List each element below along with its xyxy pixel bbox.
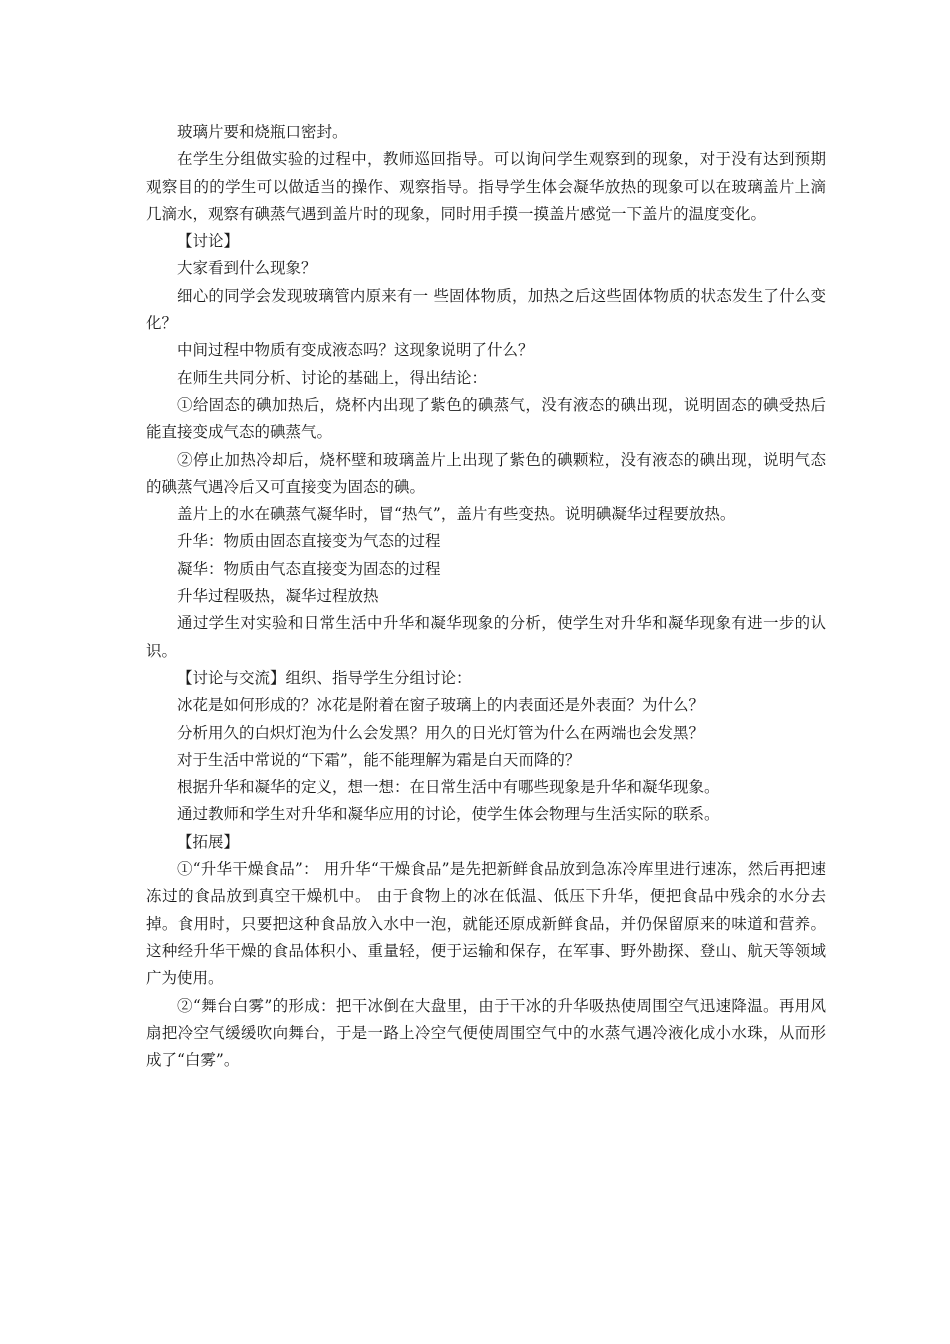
extension-stage-fog: ②“舞台白雾”的形成：把干冰倒在大盘里，由于干冰的升华吸热使周围空气迅速降温。再用风扇把冷空气缓缓吹向舞台，于是一路上冷空气便使周围空气中的水蒸气遇冷液化成小水珠，从而形成了“白雾”。	[146, 996, 826, 1070]
paragraph-teacher-guidance: 在学生分组做实验的过程中，教师巡回指导。可以询问学生观察到的现象，对于没有达到预期观察目的的学生可以做适当的操作、观察指导。指导学生体会凝华放热的现象可以在玻璃盖片上滴几滴水，观察有碘蒸气遇到盖片时的现象，同时用手摸一摸盖片感觉一下盖片的温度变化。	[146, 150, 826, 223]
question-liquid: 中间过程中物质有变成液态吗？这现象说明了什么？	[177, 341, 534, 360]
conclusion-item-1: ①给固态的碘加热后，烧杯内出现了紫色的碘蒸气，没有液态的碘出现，说明固态的碘受热后能直接变成气态的碘蒸气。	[146, 395, 826, 442]
question-frost: 对于生活中常说的“下霜”，能不能理解为霜是白天而降的？	[177, 750, 581, 769]
question-state-change: 细心的同学会发现玻璃管内原来有一 些固体物质，加热之后这些固体物质的状态发生了什么变化？	[146, 286, 826, 333]
paragraph-application-goal: 通过教师和学生对升华和凝华应用的讨论，使学生体会物理与生活实际的联系。	[177, 805, 720, 824]
conclusion-item-2: ②停止加热冷却后，烧杯壁和玻璃盖片上出现了紫色的碘颗粒，没有液态的碘出现，说明气态的碘蒸气遇冷后又可直接变为固态的碘。	[146, 450, 826, 496]
paragraph-analysis-goal: 通过学生对实验和日常生活中升华和凝华现象的分析，使学生对升华和凝华现象有进一步的认识。	[146, 614, 826, 660]
question-bulb: 分析用久的白炽灯泡为什么会发黑？用久的日光灯管为什么在两端也会发黑？	[177, 723, 705, 742]
definition-sublimation: 升华：物质由固态直接变为气态的过程	[177, 532, 441, 551]
definition-deposition: 凝华：物质由气态直接变为固态的过程	[177, 559, 441, 578]
question-daily-life: 根据升华和凝华的定义，想一想：在日常生活中有哪些现象是升华和凝华现象。	[177, 778, 720, 797]
paragraph-heat-summary: 升华过程吸热，凝华过程放热	[177, 587, 379, 606]
question-phenomenon: 大家看到什么现象？	[177, 259, 317, 278]
question-ice-flower: 冰花是如何形成的？冰花是附着在窗子玻璃上的内表面还是外表面？为什么？	[177, 696, 705, 715]
heading-extension: 【拓展】	[177, 832, 240, 851]
heading-discussion-exchange: 【讨论与交流】组织、指导学生分组讨论：	[177, 668, 472, 687]
paragraph-conclusion-intro: 在师生共同分析、讨论的基础上，得出结论：	[177, 368, 488, 387]
document-body	[146, 119, 826, 1074]
heading-discussion: 【讨论】	[177, 232, 240, 251]
paragraph-heat-release: 盖片上的水在碘蒸气凝华时，冒“热气”，盖片有些变热。说明碘凝华过程要放热。	[177, 505, 736, 524]
paragraph-seal-note: 玻璃片要和烧瓶口密封。	[177, 123, 348, 141]
extension-freeze-dried-food: ①“升华干燥食品”： 用升华“干燥食品”是先把新鲜食品放到急冻冷库里进行速冻，然后再把速冻过的食品放到真空干燥机中。 由于食物上的冰在低温、低压下升华，便把食品中残余的水分去掉。食用时，只要把这种食品放入水中一泡，就能还原成新鲜食品，并仍保留原来的味道和营养。这种经升华干燥的食品体积小、重量轻，便于运输和保存，在军事、野外勘探、登山、航天等领域广为使用。	[146, 860, 826, 988]
